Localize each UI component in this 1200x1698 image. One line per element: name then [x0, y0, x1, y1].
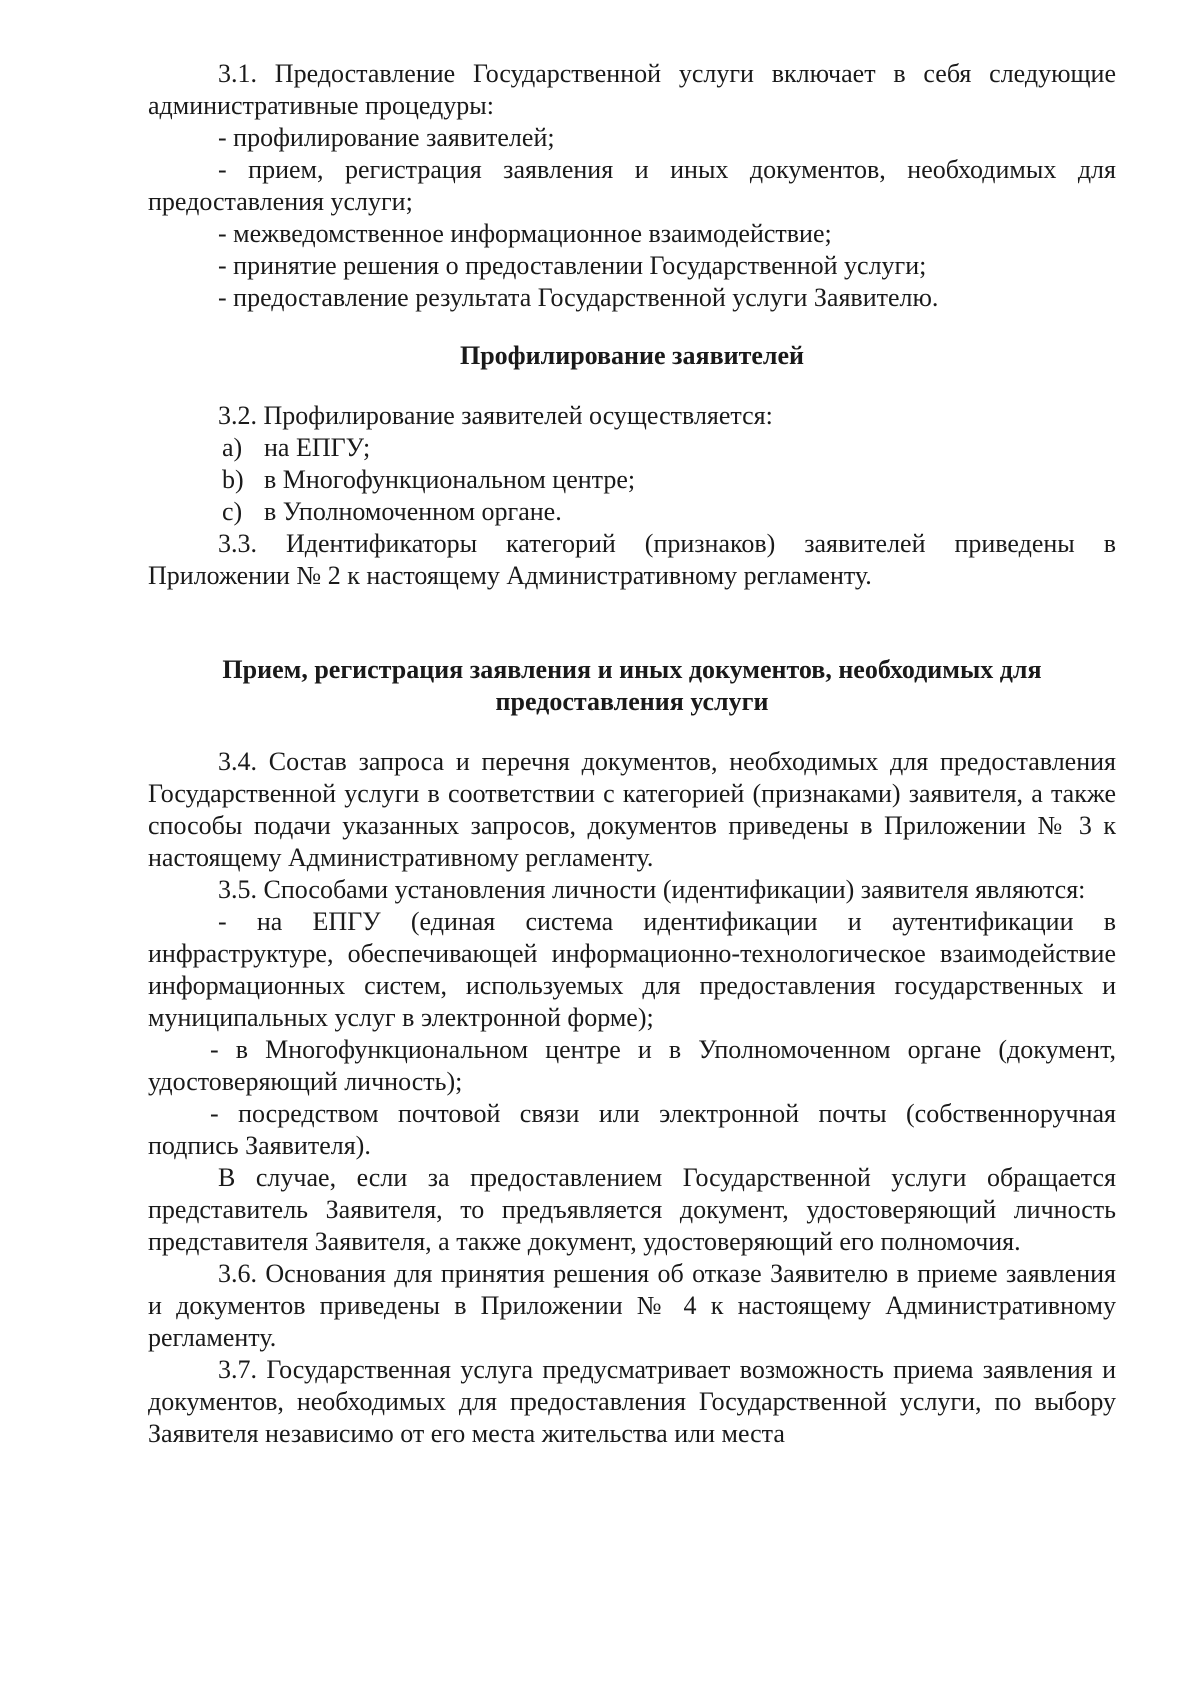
- paragraph-3-3: 3.3. Идентификаторы категорий (признаков) заявителей приведены в Приложении № 2 к настоящему Административному регламенту.: [148, 529, 1116, 590]
- procedure-item: - принятие решения о предоставлении Государственной услуги;: [218, 251, 927, 280]
- list-marker: a): [222, 433, 243, 462]
- list-marker: b): [222, 465, 244, 494]
- paragraph-3-4: 3.4. Состав запроса и перечня документов, необходимых для предоставления Государственной услуги в соответствии с категорией (признаками) заявителя, а также способы подачи указанных запросов, документов приведены в Приложении № 3 к настоящему Административному регламенту.: [148, 747, 1116, 872]
- list-text: в Многофункциональном центре;: [264, 465, 636, 494]
- paragraph-representative: В случае, если за предоставлением Государственной услуги обращается представитель Заявителя, то предъявляется документ, удостоверяющий личность представителя Заявителя, а также документ, удостоверяющий его полномочия.: [148, 1163, 1116, 1256]
- profiling-list-item: [148, 464, 1116, 496]
- profiling-list-item: [148, 496, 1116, 528]
- list-text: на ЕПГУ;: [264, 433, 371, 462]
- list-marker: c): [222, 497, 243, 526]
- identification-method: - в Многофункциональном центре и в Уполномоченном органе (документ, удостоверяющий личность);: [148, 1035, 1116, 1096]
- paragraph-3-5: 3.5. Способами установления личности (идентификации) заявителя являются:: [218, 875, 1086, 904]
- profiling-list-item: [148, 432, 1116, 464]
- paragraph-3-6: 3.6. Основания для принятия решения об отказе Заявителю в приеме заявления и документов приведены в Приложении № 4 к настоящему Административному регламенту.: [148, 1259, 1116, 1352]
- document-page: [148, 58, 1116, 1450]
- procedure-item: - профилирование заявителей;: [218, 123, 555, 152]
- list-text: в Уполномоченном органе.: [264, 497, 562, 526]
- paragraph-3-7: 3.7. Государственная услуга предусматривает возможность приема заявления и документов, необходимых для предоставления Государственной услуги, по выбору Заявителя независимо от его места жительства или места: [148, 1355, 1116, 1448]
- procedure-item: - межведомственное информационное взаимодействие;: [218, 219, 832, 248]
- section-heading-profiling: Профилирование заявителей: [459, 341, 805, 370]
- identification-method: - посредством почтовой связи или электронной почты (собственноручная подпись Заявителя).: [148, 1099, 1116, 1160]
- procedure-item: - прием, регистрация заявления и иных документов, необходимых для предоставления услуги;: [148, 155, 1116, 216]
- section-heading-reception: Прием, регистрация заявления и иных документов, необходимых для предоставления услуги: [222, 655, 1042, 716]
- identification-method: - на ЕПГУ (единая система идентификации и аутентификации в инфраструктуре, обеспечивающей информационно-технологическое взаимодействие информационных систем, используемых для предоставления государственных и муниципальных услуг в электронной форме);: [148, 907, 1116, 1032]
- paragraph-3-1: 3.1. Предоставление Государственной услуги включает в себя следующие административные процедуры:: [148, 59, 1116, 120]
- paragraph-3-2: 3.2. Профилирование заявителей осуществляется:: [218, 401, 773, 430]
- procedure-item: - предоставление результата Государственной услуги Заявителю.: [218, 283, 939, 312]
